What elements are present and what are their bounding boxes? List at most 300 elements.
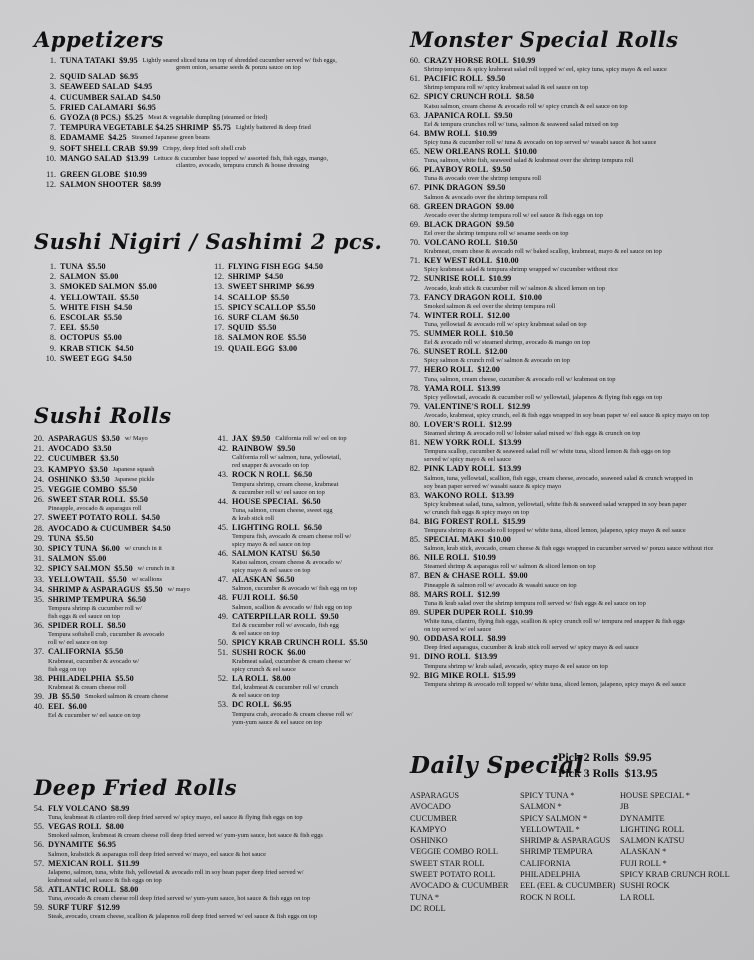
item-name: VALENTINE'S ROLL bbox=[424, 401, 504, 411]
item-name: SPICY TUNA bbox=[48, 544, 98, 554]
menu-item-row bbox=[22, 822, 404, 832]
item-number: 18. bbox=[213, 333, 224, 343]
menu-item bbox=[22, 621, 212, 647]
nigiri-title: Sushi Nigiri / Sashimi 2 pcs. bbox=[34, 229, 383, 254]
menu-item bbox=[398, 183, 745, 201]
item-description: Spicy krabmeat salad & tempura shrimp wrapped w/ cucumber without rice bbox=[424, 266, 618, 274]
menu-item bbox=[22, 575, 212, 585]
menu-item bbox=[202, 323, 323, 333]
menu-item bbox=[398, 92, 745, 110]
menu-item bbox=[206, 638, 396, 648]
item-name: SALMON KATSU bbox=[232, 549, 298, 559]
item-price: $9.50 bbox=[495, 219, 514, 229]
item-price: $8.99 bbox=[110, 804, 130, 813]
item-description: Spicy krabmeat salad, tuna, salmon, yellowtail, white fish & seaweed salad wrapped in soy bean paper bbox=[424, 500, 687, 508]
item-name: VEGAS ROLL bbox=[48, 822, 102, 832]
menu-item bbox=[22, 513, 212, 523]
item-description: Smoked salmon & eel over the shrimp tempura roll bbox=[424, 302, 556, 310]
menu-item-row bbox=[22, 434, 212, 444]
item-number: 52. bbox=[217, 674, 228, 684]
menu-item bbox=[398, 590, 745, 608]
item-number: 82. bbox=[409, 464, 420, 474]
menu-item-row bbox=[206, 648, 396, 658]
item-name: BIG MIKE ROLL bbox=[424, 670, 490, 680]
item-number: 79. bbox=[409, 401, 420, 411]
menu-item bbox=[34, 123, 394, 133]
sushi-rolls-left-list bbox=[22, 434, 212, 720]
item-description: Tempura crab, avocado & cream cheese roll w/ bbox=[232, 710, 353, 718]
menu-item-row bbox=[22, 647, 212, 657]
menu-item-row bbox=[398, 92, 745, 102]
item-price: $5.00 bbox=[138, 282, 157, 292]
item-name: SWEET SHRIMP bbox=[228, 282, 292, 292]
item-name: ODDASA ROLL bbox=[424, 634, 484, 644]
item-description: served w/ spicy mayo & eel sauce bbox=[424, 456, 511, 464]
item-name: CALIFORNIA bbox=[48, 647, 101, 657]
item-price: $10.99 bbox=[473, 553, 496, 563]
item-price: $6.50 bbox=[301, 549, 321, 559]
menu-item bbox=[22, 702, 212, 720]
item-price: $5.50 bbox=[87, 262, 106, 271]
menu-item bbox=[22, 454, 212, 464]
menu-item bbox=[206, 434, 396, 444]
menu-item-row bbox=[22, 485, 212, 495]
item-name: SQUID SALAD bbox=[60, 72, 116, 82]
menu-item bbox=[398, 347, 745, 365]
item-price: $15.99 bbox=[493, 670, 516, 680]
item-number: 34. bbox=[33, 584, 44, 594]
item-number: 19. bbox=[213, 343, 224, 353]
pick-2-price: Pick 2 Rolls $9.95 bbox=[558, 750, 652, 764]
item-name: SPECIAL MAKI bbox=[424, 535, 485, 545]
item-description: Spicy salmon & crunch roll w/ salmon & avocado on top bbox=[424, 357, 570, 365]
item-name: EEL bbox=[48, 702, 65, 712]
daily-special-item: SWEET STAR ROLL bbox=[410, 858, 485, 868]
daily-special-title: Daily Special bbox=[410, 752, 584, 779]
daily-special-item: AVOCADO & CUCUMBER bbox=[410, 881, 509, 891]
menu-item-row bbox=[22, 804, 404, 814]
daily-special-item: SALMON KATSU bbox=[620, 836, 685, 846]
item-number: 49. bbox=[217, 611, 228, 621]
menu-item-row bbox=[398, 438, 745, 448]
daily-special-item: EEL (EEL & CUCUMBER) bbox=[520, 881, 616, 891]
item-description: Crispy, deep fried soft shell crab bbox=[162, 144, 246, 152]
item-name: SMOKED SALMON bbox=[60, 282, 135, 292]
item-description: Krabmeat & cream cheese roll bbox=[48, 683, 127, 691]
item-number: 27. bbox=[33, 513, 44, 523]
menu-item-row bbox=[202, 262, 323, 272]
item-description: Steamed shrimp & asparagus roll w/ salmon & sliced lemon on top bbox=[424, 563, 596, 571]
daily-special-item: PHILADELPHIA bbox=[520, 870, 581, 880]
item-number: 3. bbox=[49, 82, 56, 92]
item-price: $8.50 bbox=[515, 92, 534, 102]
item-description: Meat & vegetable dumpling (steamed or fried) bbox=[148, 114, 268, 122]
item-name: RAINBOW bbox=[232, 444, 273, 454]
item-description: Eel & avocado roll w/ steamed shrimp, avocado & mango on top bbox=[424, 339, 591, 347]
item-price: $6.50 bbox=[276, 575, 295, 585]
menu-item-row bbox=[398, 590, 745, 600]
menu-item bbox=[34, 133, 394, 143]
item-number: 17. bbox=[213, 323, 224, 333]
item-price: $5.50 bbox=[287, 333, 307, 343]
item-name: MANGO SALAD bbox=[60, 153, 123, 163]
item-name: FLY VOLCANO bbox=[48, 804, 107, 813]
item-name: SHRIMP bbox=[228, 272, 261, 282]
menu-item-row bbox=[398, 491, 745, 501]
item-price: $9.95 bbox=[119, 56, 138, 65]
menu-item bbox=[206, 549, 396, 575]
menu-item-row bbox=[206, 638, 396, 648]
item-description: Katsu salmon, cream cheese & avocado w/ bbox=[232, 559, 342, 567]
menu-item-row bbox=[398, 293, 745, 303]
item-name: SPICY SALMON bbox=[48, 564, 111, 574]
item-number: 23. bbox=[33, 464, 44, 474]
menu-item bbox=[34, 313, 157, 323]
item-number: 90. bbox=[409, 634, 420, 644]
item-description: Avocado, krabmeat, spicy crunch, eel & fish eggs wrapped in soy bean paper w/ eel sauce & spicy mayo on top bbox=[424, 412, 710, 420]
item-name: ESCOLAR bbox=[60, 313, 100, 323]
item-name: SALMON bbox=[60, 272, 96, 282]
item-name: SPICY KRAB CRUNCH ROLL bbox=[232, 637, 346, 647]
item-name: DYNAMITE bbox=[48, 840, 94, 850]
item-number: 8. bbox=[49, 333, 56, 343]
item-number: 32. bbox=[33, 564, 44, 574]
item-description: Eel & cucumber w/ eel sauce on top bbox=[48, 712, 141, 720]
menu-item bbox=[22, 647, 212, 673]
item-description: Spicy tuna & cucumber roll w/ tuna & avocado on top served w/ wasabi sauce & hot sauce bbox=[424, 139, 657, 147]
item-number: 56. bbox=[33, 840, 44, 850]
item-price: $9.50 bbox=[276, 444, 296, 454]
item-number: 81. bbox=[409, 438, 420, 448]
item-number: 22. bbox=[33, 454, 44, 464]
item-name: ASPARAGUS bbox=[48, 434, 98, 443]
item-description: Salmon & avocado over the shrimp tempura roll bbox=[424, 193, 548, 201]
item-number: 88. bbox=[409, 589, 420, 599]
item-price: $10.00 bbox=[514, 147, 537, 157]
daily-special-item: SHRIMP & ASPARAGUS bbox=[520, 836, 611, 846]
item-number: 11. bbox=[46, 170, 56, 180]
item-name: EDAMAME bbox=[60, 133, 105, 143]
item-number: 10. bbox=[45, 153, 56, 163]
item-price: $5.50 bbox=[114, 564, 133, 574]
menu-item-row bbox=[22, 840, 404, 850]
item-number: 66. bbox=[409, 165, 420, 175]
item-description: Tempura fish, avocado & cream cheese roll w/ bbox=[232, 533, 352, 541]
item-name: YELLOWTAIL bbox=[48, 574, 105, 584]
item-number: 92. bbox=[409, 670, 420, 680]
item-description: Avocado, krab stick & cucumber roll w/ salmon & sliced lemon on top bbox=[424, 284, 606, 292]
item-price: $10.99 bbox=[474, 128, 497, 138]
menu-item bbox=[22, 485, 212, 495]
menu-item-row bbox=[202, 272, 323, 282]
item-number: 70. bbox=[409, 238, 420, 248]
item-price: $3.50 bbox=[89, 464, 108, 474]
menu-item bbox=[398, 464, 745, 490]
item-description: Tempura shrimp & cucumber roll w/ bbox=[48, 605, 142, 613]
item-price: $10.50 bbox=[494, 238, 518, 248]
item-description: Tuna & avocado over the shrimp tempura roll bbox=[424, 175, 542, 183]
item-description: Tuna & krab salad over the shrimp tempura roll served w/ fish eggs & eel sauce on top bbox=[424, 599, 646, 607]
menu-item bbox=[398, 293, 745, 311]
daily-special-grid bbox=[410, 790, 730, 914]
menu-item bbox=[34, 303, 157, 313]
item-number: 6. bbox=[49, 313, 56, 323]
menu-item bbox=[398, 438, 745, 464]
item-name: YAMA ROLL bbox=[424, 383, 474, 393]
item-description: on top served w/ eel sauce bbox=[424, 626, 492, 634]
appetizers-section bbox=[34, 28, 394, 190]
item-number: 20. bbox=[33, 434, 44, 443]
menu-item-row bbox=[22, 621, 212, 631]
item-name: TUNA bbox=[48, 533, 72, 543]
item-price: $8.00 bbox=[119, 884, 139, 894]
item-price: $5.50 bbox=[80, 323, 99, 333]
item-name: TUNA TATAKI bbox=[60, 56, 116, 65]
item-price: $6.50 bbox=[279, 593, 298, 603]
item-description: California roll w/ eel on top bbox=[275, 435, 347, 442]
item-description: Salmon, scallion & avocado w/ fish egg on top bbox=[232, 603, 352, 611]
menu-item bbox=[398, 202, 745, 220]
menu-item bbox=[206, 470, 396, 496]
item-description: Steak, avocado, cream cheese, scallion & jalapenos roll deep fried served w/ eel sauce & fish eggs on top bbox=[48, 913, 318, 921]
item-price: $4.50 bbox=[113, 353, 132, 363]
menu-item-row bbox=[34, 323, 157, 333]
item-price: $6.95 bbox=[137, 102, 156, 112]
menu-item-row bbox=[22, 575, 212, 585]
menu-item-row bbox=[398, 183, 745, 193]
item-description: & eel sauce on top bbox=[232, 692, 280, 700]
menu-item-row bbox=[398, 608, 745, 618]
item-name: SALMON ROE bbox=[228, 333, 284, 343]
item-price: $4.50 bbox=[113, 302, 133, 312]
item-name: PLAYBOY ROLL bbox=[424, 165, 489, 175]
menu-item-row bbox=[22, 585, 212, 595]
menu-item bbox=[202, 272, 323, 282]
menu-item bbox=[398, 111, 745, 129]
item-name: SQUID bbox=[228, 323, 254, 333]
item-number: 58. bbox=[33, 884, 44, 894]
item-description: Eel over the shrimp tempura roll w/ sesame seeds on top bbox=[424, 230, 569, 238]
item-number: 85. bbox=[409, 535, 420, 545]
menu-item-row bbox=[398, 238, 745, 248]
item-description: spicy mayo & eel sauce on top bbox=[232, 567, 311, 575]
item-description: Krabmeat, cream chese & avocado roll w/ baked scallop, krabmeat, mayo & eel sauce on top bbox=[424, 248, 662, 256]
menu-item-row bbox=[34, 170, 394, 180]
menu-item bbox=[22, 585, 212, 595]
item-price: $9.00 bbox=[509, 571, 528, 581]
item-description: green onion, sesame seeds & ponzu sauce on top bbox=[176, 64, 301, 72]
menu-item-row bbox=[398, 129, 745, 139]
item-description: Katsu salmon, cream cheese & avocado roll w/ spicy crunch & eel sauce on top bbox=[424, 102, 628, 110]
menu-item bbox=[206, 497, 396, 523]
item-name: DINO ROLL bbox=[424, 652, 471, 662]
item-name: KRAB STICK bbox=[60, 343, 112, 353]
item-name: SALMON bbox=[48, 554, 84, 564]
item-name: SPICY SCALLOP bbox=[228, 302, 293, 312]
item-name: FUJI ROLL bbox=[232, 593, 276, 603]
item-number: 69. bbox=[409, 219, 420, 229]
item-name: PINK LADY ROLL bbox=[424, 464, 495, 474]
item-price: $15.99 bbox=[502, 516, 526, 526]
item-number: 39. bbox=[33, 691, 44, 701]
item-number: 67. bbox=[409, 183, 420, 193]
menu-item bbox=[398, 329, 745, 347]
daily-special-item: KAMPYO bbox=[410, 824, 447, 834]
daily-special-item: HOUSE SPECIAL * bbox=[620, 791, 690, 800]
item-name: SHRIMP TEMPURA bbox=[48, 595, 124, 605]
item-description: w/ scallions bbox=[131, 575, 163, 583]
item-description: Krabmeat salad, cucumber & cream cheese w/ bbox=[232, 658, 351, 666]
menu-item-row bbox=[22, 595, 212, 605]
item-number: 68. bbox=[409, 201, 420, 211]
item-price: $13.99 bbox=[491, 490, 514, 500]
item-number: 1. bbox=[49, 262, 56, 271]
menu-item bbox=[206, 575, 396, 593]
menu-item bbox=[34, 56, 394, 72]
deep-fried-title: Deep Fried Rolls bbox=[34, 775, 238, 800]
item-name: WINTER ROLL bbox=[424, 310, 484, 320]
item-name: SUSHI ROCK bbox=[232, 648, 284, 658]
item-number: 12. bbox=[213, 272, 224, 282]
item-description: Tempura shrimp w/ krab salad, avocado, spicy mayo & eel sauce on top bbox=[424, 662, 608, 670]
item-number: 38. bbox=[33, 673, 44, 683]
item-price: $8.99 bbox=[142, 180, 161, 190]
item-name: BMW ROLL bbox=[424, 128, 471, 138]
menu-item bbox=[206, 593, 396, 611]
item-description: Smoked salmon & cream cheese bbox=[84, 692, 169, 700]
item-price: $10.00 bbox=[519, 292, 542, 302]
item-description: Pineapple & salmon roll w/ avocado & wasabi sauce on top bbox=[424, 581, 577, 589]
item-number: 71. bbox=[409, 256, 420, 266]
item-name: FLYING FISH EGG bbox=[228, 262, 301, 271]
menu-item bbox=[22, 475, 212, 485]
item-price: $9.50 bbox=[492, 165, 511, 175]
item-description: Tempura shrimp & avocado roll topped w/ white tuna, sliced lemon, jalapeno, spicy mayo & eel sauce bbox=[424, 527, 686, 535]
deep-fried-list bbox=[22, 804, 404, 921]
item-name: NEW YORK ROLL bbox=[424, 438, 495, 448]
item-number: 13. bbox=[213, 282, 224, 292]
menu-item bbox=[34, 144, 394, 154]
menu-item bbox=[22, 674, 212, 692]
item-name: KEY WEST ROLL bbox=[424, 256, 493, 266]
item-price: $8.99 bbox=[487, 634, 506, 644]
item-description: red snapper & avocado on top bbox=[232, 462, 309, 470]
menu-item bbox=[398, 571, 745, 589]
menu-item bbox=[398, 165, 745, 183]
menu-item-row bbox=[22, 524, 212, 534]
item-price: $9.50 bbox=[486, 183, 506, 193]
item-description: Salmon, krabstick & asparagus roll deep fried served w/ mayo, eel sauce & hot sauce bbox=[48, 850, 266, 858]
item-number: 76. bbox=[409, 347, 420, 357]
item-price: $12.99 bbox=[507, 401, 531, 411]
item-description: Tempura softshell crab, cucumber & avocado bbox=[48, 631, 165, 639]
menu-item-row bbox=[34, 282, 157, 292]
menu-item-row bbox=[34, 333, 157, 343]
item-description: Tuna, avocado & cream cheese roll deep fried served w/ yum-yum sauce, hot sauce & fish eggs on top bbox=[48, 895, 311, 903]
item-number: 50. bbox=[217, 637, 228, 647]
item-number: 46. bbox=[217, 549, 228, 559]
item-name: SUNRISE ROLL bbox=[424, 274, 485, 284]
item-name: YELLOWTAIL bbox=[60, 292, 117, 302]
menu-item-row bbox=[202, 344, 323, 354]
item-price: $9.50 bbox=[494, 110, 513, 120]
item-name: FANCY DRAGON ROLL bbox=[424, 292, 516, 302]
item-number: 89. bbox=[409, 607, 420, 617]
item-number: 55. bbox=[33, 822, 44, 832]
item-number: 77. bbox=[409, 365, 420, 375]
item-price: $6.50 bbox=[127, 595, 147, 605]
menu-item-row bbox=[398, 274, 745, 284]
daily-special-item: OSHINKO bbox=[410, 836, 448, 846]
menu-item-row bbox=[34, 103, 394, 113]
item-price: $4.50 bbox=[115, 343, 134, 353]
item-number: 74. bbox=[409, 310, 420, 320]
menu-item-row bbox=[398, 671, 745, 681]
item-description: Lettuce & cucumber base topped w/ assorted fish, fish eggs, mango, bbox=[153, 154, 329, 162]
item-price: $3.50 bbox=[101, 434, 120, 443]
item-number: 24. bbox=[33, 474, 44, 484]
item-description: Salmon, cucumber & avocado w/ fish egg on top bbox=[232, 585, 358, 593]
item-number: 10. bbox=[45, 353, 56, 363]
item-description: fish egg on top bbox=[48, 665, 87, 673]
item-price: $5.50 bbox=[103, 313, 123, 323]
item-price: $12.99 bbox=[97, 903, 120, 913]
menu-item bbox=[34, 333, 157, 343]
monster-title: Monster Special Rolls bbox=[410, 27, 679, 52]
menu-item bbox=[34, 262, 157, 272]
item-name: ALASKAN bbox=[232, 575, 273, 585]
menu-item bbox=[398, 220, 745, 238]
menu-item bbox=[22, 885, 404, 903]
menu-item-row bbox=[398, 111, 745, 121]
item-description: Lightly seared sliced tuna on top of shredded cucumber served w/ fish eggs, bbox=[142, 57, 337, 64]
item-price: $12.99 bbox=[489, 420, 512, 430]
item-name: ATLANTIC ROLL bbox=[48, 884, 116, 894]
menu-item-row bbox=[34, 293, 157, 303]
menu-item bbox=[22, 903, 404, 921]
item-number: 29. bbox=[33, 533, 44, 543]
menu-item bbox=[398, 74, 745, 92]
menu-item bbox=[202, 293, 323, 303]
item-number: 48. bbox=[217, 593, 228, 603]
menu-item bbox=[202, 313, 323, 323]
item-name: SWEET EGG bbox=[60, 353, 110, 363]
item-name: TEMPURA VEGETABLE $4.25 SHRIMP bbox=[60, 123, 209, 133]
item-number: 53. bbox=[217, 700, 228, 710]
menu-item-row bbox=[34, 82, 394, 92]
menu-item-row bbox=[206, 549, 396, 559]
menu-item-row bbox=[22, 544, 212, 554]
menu-item-row bbox=[398, 74, 745, 84]
item-name: BEN & CHASE ROLL bbox=[424, 571, 506, 581]
item-name: ROCK N ROLL bbox=[232, 470, 290, 480]
menu-item-row bbox=[206, 497, 396, 507]
item-name: CATERPILLAR ROLL bbox=[232, 611, 317, 621]
item-description: Shrimp tempura roll w/ spicy krabmeat salad & eel sauce on top bbox=[424, 84, 589, 92]
item-name: SALMON SHOOTER bbox=[60, 180, 139, 190]
menu-item-row bbox=[34, 113, 394, 123]
item-price: $12.99 bbox=[477, 589, 500, 599]
item-number: 59. bbox=[33, 903, 44, 913]
item-description: w/ mayo bbox=[167, 585, 190, 593]
menu-item bbox=[22, 465, 212, 475]
menu-item bbox=[22, 534, 212, 544]
item-name: NILE ROLL bbox=[424, 553, 470, 563]
item-name: MEXICAN ROLL bbox=[48, 858, 114, 868]
menu-item-row bbox=[398, 402, 745, 412]
menu-item bbox=[22, 554, 212, 564]
item-name: JAPANICA ROLL bbox=[424, 110, 491, 120]
